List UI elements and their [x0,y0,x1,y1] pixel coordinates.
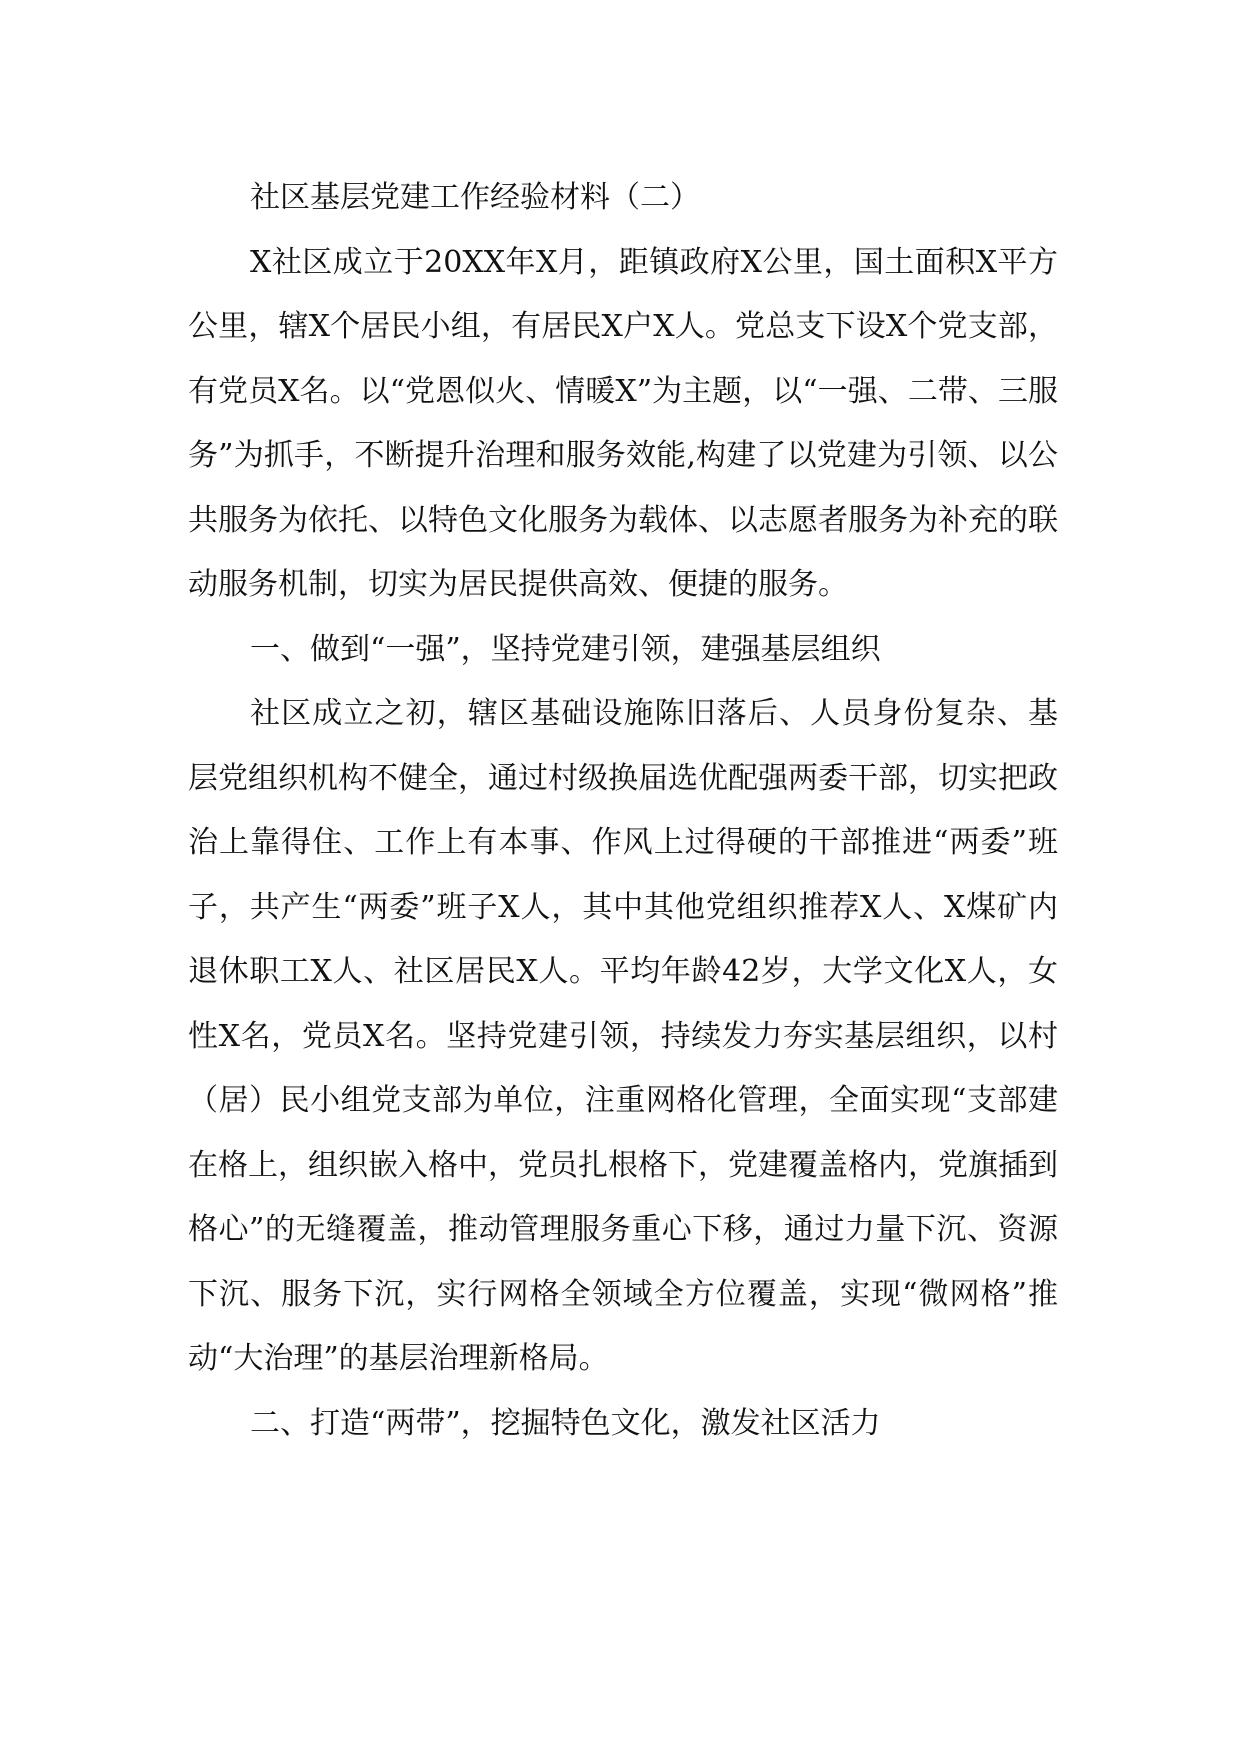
paragraph-section-1: 社区成立之初，辖区基础设施陈旧落后、人员身份复杂、基层党组织机构不健全，通过村级换届选优配强两委干部，切实把政治上靠得住、工作上有本事、作风上过得硬的干部推进“两委”班子，共产生“两委”班子X人，其中其他党组织推荐X人、X煤矿内退休职工X人、社区居民X人。平均年龄42岁，大学文化X人，女性X名，党员X名。坚持党建引领，持续发力夯实基层组织，以村（居）民小组党支部为单位，注重网格化管理，全面实现“支部建在格上，组织嵌入格中，党员扎根格下，党建覆盖格内，党旗插到格心”的无缝覆盖，推动管理服务重心下移，通过力量下沉、资源下沉、服务下沉，实行网格全领域全方位覆盖，实现“微网格”推动“大治理”的基层治理新格局。 [188,696,1058,1376]
section-heading-1: 一、做到“一强”，坚持党建引领，建强基层组织 [250,631,881,667]
paragraph-intro: X社区成立于20XX年X月，距镇政府X公里，国土面积X平方公里，辖X个居民小组，有居民X户X人。党总支下设X个党支部，有党员X名。以“党恩似火、情暖X”为主题，以“一强、二带、三服务”为抓手，不断提升治理和服务效能,构建了以党建为引领、以公共服务为依托、以特色文化服务为载体、以志愿者服务为补充的联动服务机制，切实为居民提供高效、便捷的服务。 [188,244,1058,602]
section-heading-2: 二、打造“两带”，挖掘特色文化，激发社区活力 [250,1405,881,1441]
document-title: 社区基层党建工作经验材料（二） [250,180,700,215]
document-body [188,166,1058,1456]
